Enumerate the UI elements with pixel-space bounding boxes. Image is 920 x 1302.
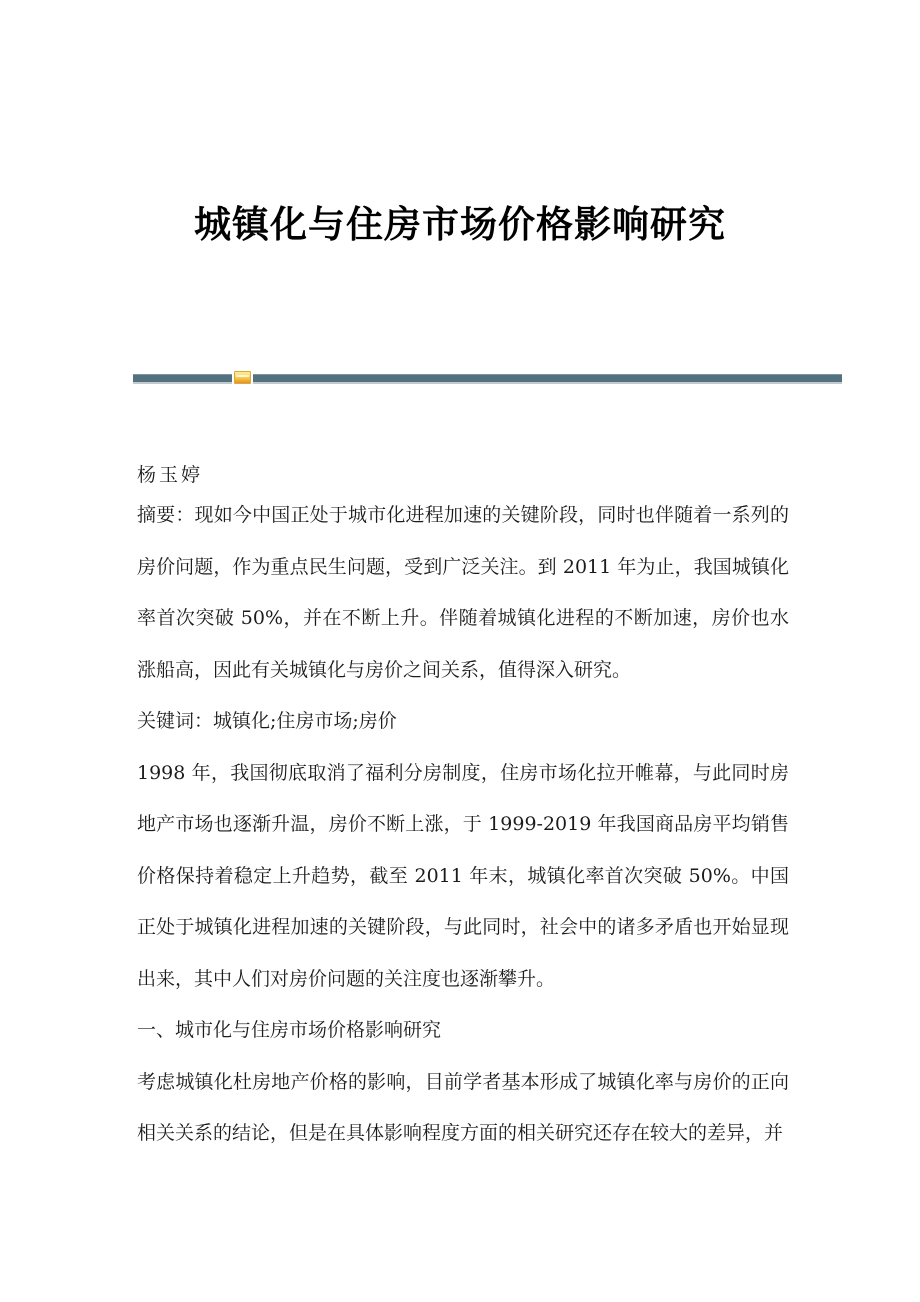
abstract-paragraph: 摘要：现如今中国正处于城市化进程加速的关键阶段，同时也伴随着一系列的房价问题，作为重点民生问题，受到广泛关注。到 2011 年为止，我国城镇化率首次突破 50%，并在不断上升。伴随着城镇化进程的不断加速，房价也水涨船高，因此有关城镇化与房价之间关系，值得深入研究。 [137, 504, 789, 681]
page-title: 城镇化与住房市场价格影响研究 [194, 202, 726, 246]
title-divider [133, 374, 842, 384]
section1-paragraph: 考虑城镇化杜房地产价格的影响，目前学者基本形成了城镇化率与房价的正向相关关系的结论，但是在具体影响程度方面的相关研究还存在较大的差异，并 [137, 1070, 789, 1144]
keywords-line: 关键词：城镇化;住房市场;房价 [137, 710, 397, 732]
document-body [137, 460, 789, 1160]
envelope-icon [232, 369, 253, 386]
author-name: 杨玉婷 [137, 464, 204, 486]
section-heading-1: 一、城市化与住房市场价格影响研究 [137, 1019, 442, 1041]
intro-paragraph: 1998 年，我国彻底取消了福利分房制度，住房市场化拉开帷幕，与此同时房地产市场也逐渐升温，房价不断上涨，于 1999-2019 年我国商品房平均销售价格保持着稳定上升趋势，截至 2011 年末，城镇化率首次突破 50%。中国正处于城镇化进程加速的关键阶段，与此同时，社会中的诸多矛盾也开始显现出来，其中人们对房价问题的关注度也逐渐攀升。 [137, 761, 789, 990]
